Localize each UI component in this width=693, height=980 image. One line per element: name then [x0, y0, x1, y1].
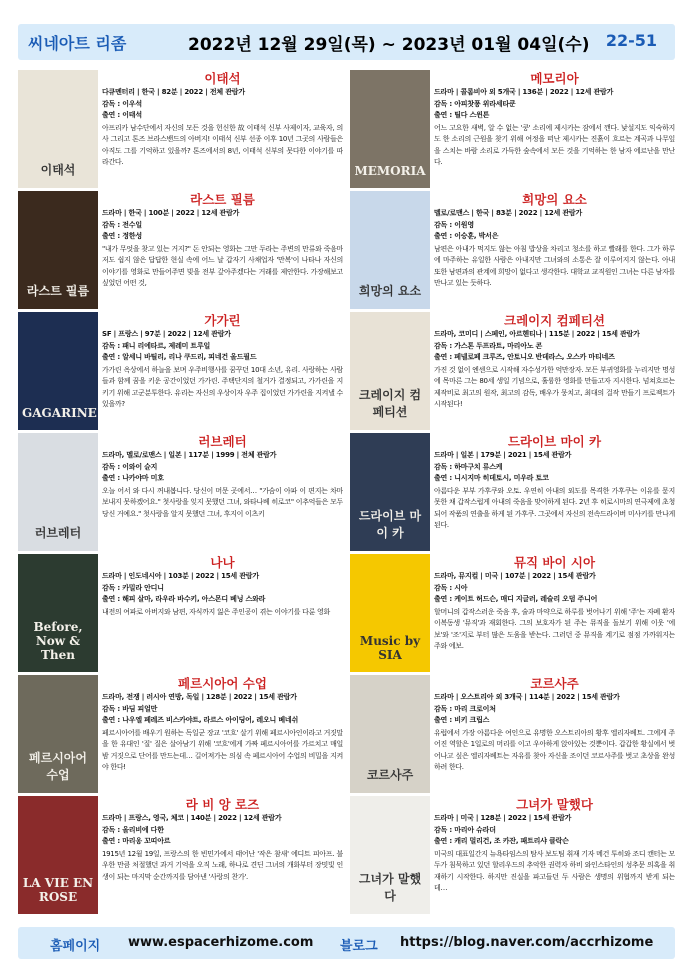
- movie-title: 라 비 앙 로즈: [185, 797, 260, 812]
- footer-bar: [18, 927, 675, 959]
- movie-director: 감독 : 올리비에 다한: [102, 825, 164, 834]
- movie-cast: 출연 : 케이트 허드슨, 매디 지글러, 레슬리 오덤 주니어: [434, 595, 598, 603]
- movie-meta: 드라마 | 일본 | 179분 | 2021 | 15세 관람가: [434, 451, 572, 459]
- movie-card: [18, 554, 344, 675]
- movie-poster: [350, 554, 430, 672]
- movie-title: 희망의 요소: [522, 192, 587, 207]
- movie-synopsis: 아름다운 부부 가후쿠와 오토. 우연히 아내의 외도를 목격한 가후쿠는 이유를 묻지 못한 채 갑작스럽게 아내의 죽음을 맞이하게 된다. 2년 후 히로시마의 연극제에 초청되어 작품의 연출을 하게 된 가후쿠. 그곳에서 자신의 전속드라이버 미사키를 만나게 된다.: [434, 486, 675, 529]
- movie-director: 감독 : 전수일: [102, 220, 142, 229]
- poster-title-text: 페르시아어 수업: [29, 751, 87, 782]
- movie-cast: 출연 : 나카야마 미호: [102, 474, 164, 482]
- movie-card: [350, 675, 676, 796]
- movie-meta: SF | 프랑스 | 97분 | 2022 | 12세 관람가: [102, 330, 231, 338]
- movie-info: [102, 796, 343, 907]
- movie-meta: 드라마, 멜로/로맨스 | 일본 | 117분 | 1999 | 전체 관람가: [102, 451, 277, 459]
- movie-info: [434, 675, 675, 786]
- movie-poster: [18, 312, 98, 430]
- movie-title: 드라이브 마이 카: [507, 434, 602, 449]
- movie-poster: [350, 191, 430, 309]
- movie-poster: [350, 433, 430, 551]
- theater-name: 씨네아트 리좀: [28, 34, 127, 53]
- movie-info: [434, 796, 675, 907]
- poster-title-text: 드라이브 마이 카: [358, 509, 422, 540]
- homepage-label: 홈페이지: [50, 939, 101, 954]
- movie-director: 감독 : 카밀라 안디니: [102, 583, 164, 592]
- movie-info: [102, 70, 343, 181]
- movie-synopsis: 어느 고요한 새벽, 알 수 없는 '쿵' 소리에 제시카는 잠에서 깬다. 낯설지도 익숙하지도 한 소리의 근원을 찾기 위해 여정을 떠난 제시카는 진흙이 흐르는 계곡과 나무잎을 스치는 바람 소리로 가득한 숲속에서 모든 것을 기억하는 한 남자 에르난을 만난다.: [434, 123, 675, 166]
- movie-card: [18, 312, 344, 433]
- movie-director: 감독 : 마리 크로이처: [434, 704, 496, 713]
- movie-synopsis: 오늘 어서 와 다시 꺼내봅니다. 당신이 머문 곳에서… "가슴이 아파 이 편지는 차마 보내지 못하겠어요." 첫사랑을 잊지 못했던 그녀, 와타나베 히로코" 이추억들은 모두 당신 거예요." 첫사랑을 알지 못했던 그녀, 후지이 이츠키: [102, 486, 343, 518]
- movie-poster: [18, 796, 98, 914]
- movie-title: 페르시아어 수업: [178, 676, 267, 691]
- movie-title: 뮤직 바이 시아: [513, 555, 596, 570]
- header-bar: [18, 24, 675, 60]
- poster-title-text: 그녀가 말했다: [358, 872, 422, 903]
- poster-title-text: Before, Now & Then: [33, 620, 83, 662]
- issue-number: 22-51: [605, 31, 657, 50]
- movie-meta: 다큐멘터리 | 한국 | 82분 | 2022 | 전체 관람가: [102, 88, 245, 96]
- movie-meta: 드라마 | 인도네시아 | 103분 | 2022 | 15세 관람가: [102, 572, 259, 580]
- movie-poster: [18, 554, 98, 672]
- movie-card: [350, 70, 676, 191]
- movie-synopsis: 미국의 대표일간지 뉴욕타임스의 탐사 보도팀 취재 기자 메건 투히와 조디 캔터는 모두가 침묵하고 있던 할리우드의 추악한 권력자 하비 와인스타인의 성추문 의혹을 취재하기 시작한다. 하지만 진실을 파고들던 두 사람은 생명의 위협까지 받게 되는데…: [434, 849, 675, 892]
- movie-card: [350, 312, 676, 433]
- movie-synopsis: "내가 무엇을 찾고 있는 거지?" 돈 안되는 영화는 그만 두라는 주변의 만류와 죽음마저도 쉽지 않은 답답한 현실 속에 어느 날 갑자기 사채업자 '만복'이 나타나 자신의 이야기를 영화로 만들어주면 빚을 전부 갚아주겠다는 거래를 제안한다. 가장해보고 싶었던 어떤 것,: [102, 244, 343, 287]
- poster-title-text: 러브레터: [34, 526, 82, 540]
- movie-meta: 드라마 | 콜롬비아 외 5개국 | 136분 | 2022 | 12세 관람가: [434, 88, 614, 96]
- homepage-link[interactable]: www.espacerhizome.com: [128, 935, 314, 950]
- movie-poster: [18, 433, 98, 551]
- movie-synopsis: 할머니의 갑작스러운 죽음 후, 술과 마약으로 하루를 벗어나기 위해 '주'는 자폐 환자 이복동생 '뮤직'과 재회한다. 그의 보호자가 된 주는 뮤직을 돌보기 위해 이웃 '에보'와 '조'지로 부터 많은 도움을 받는다. 그러던 중 뮤직을 계기로 점점 가까워지는 주와 에보.: [434, 607, 675, 650]
- movie-title: 라스트 필름: [190, 192, 255, 207]
- movie-director: 감독 : 패니 리에타르, 제레미 트루일: [102, 341, 211, 350]
- movie-card: [18, 191, 344, 312]
- movie-title: 크레이지 컴페티션: [504, 313, 605, 328]
- movie-cast: 출연 : 이승훈, 박서은: [434, 232, 499, 240]
- movie-meta: 드라마, 뮤지컬 | 미국 | 107분 | 2022 | 15세 관람가: [434, 572, 596, 580]
- movie-cast: 출연 : 캐리 멀리건, 조 카잔, 패트리샤 클락슨: [434, 837, 569, 845]
- movie-synopsis: 유럽에서 가장 아름다운 여인으로 유명한 오스트리아의 황후 엘리자베트. 그에게 주어진 역할은 1일로의 머리를 이고 우아하게 앉아있는 것뿐이다. 갑갑한 황실에서 벗어나고 싶은 엘리자베트는 자유를 찾아 자신을 조이던 코르사주를 벗고 초상을 완성하려 한다.: [434, 728, 675, 771]
- poster-title-text: 라스트 필름: [26, 284, 90, 298]
- movie-poster: [18, 675, 98, 793]
- movie-synopsis: 1915년 12월 19일, 프랑스의 한 빈민가에서 태어난 '작은 참새' 에디트 피아프. 불우한 만큼 처절했던 과거 기억을 오직 노래, 하나로 견딘 그녀의 개화부터 장밋빛 인생이 되는 마지막 순간까지를 담아낸 '사랑의 찬가'.: [102, 849, 343, 881]
- movie-director: 감독 : 바딤 피얼만: [102, 704, 158, 713]
- movie-info: [102, 675, 343, 786]
- movie-info: [102, 191, 343, 302]
- movie-meta: 드라마 | 오스트리아 외 3개국 | 114분 | 2022 | 15세 관람가: [434, 693, 620, 701]
- movie-info: [102, 312, 343, 423]
- movie-card: [350, 433, 676, 554]
- left-movie-column: [18, 70, 344, 917]
- movie-title: 가가린: [204, 313, 241, 328]
- movie-meta: 드라마 | 한국 | 100분 | 2022 | 12세 관람가: [102, 209, 240, 217]
- movie-title: 나나: [210, 555, 235, 570]
- movie-cast: 출연 : 이태석: [102, 111, 142, 119]
- movie-meta: 드라마 | 프랑스, 영국, 체코 | 140분 | 2022 | 12세 관람가: [102, 814, 282, 822]
- movie-cast: 출연 : 비키 크립스: [434, 716, 490, 724]
- movie-cast: 출연 : 정한성: [102, 232, 142, 240]
- schedule-date-range: 2022년 12월 29일(목) ~ 2023년 01월 04일(수): [188, 35, 590, 55]
- movie-director: 감독 : 마리아 슈라더: [434, 825, 496, 834]
- movie-poster: [350, 70, 430, 188]
- movie-poster: [350, 312, 430, 430]
- movie-synopsis: 가진 것 없이 엔센으로 시작해 자수성가한 억만장자. 모든 부귀영화를 누리지만 명성에 목마른 그는 80세 생일 기념으로, 훌륭한 영화를 만들고자 지시한다. 넘쳐흐르는 제작비로 최고의 원작, 최고의 감독, 배우가 뭉치고, 최대의 걸작 만들기 프로젝트가 시작된다!: [434, 365, 675, 408]
- poster-title-text: 크레이지 컴페티션: [358, 388, 422, 419]
- movie-card: [18, 796, 344, 917]
- movie-card: [350, 191, 676, 312]
- movie-director: 감독 : 이우석: [102, 99, 142, 108]
- movie-info: [434, 312, 675, 423]
- movie-director: 감독 : 아피찻퐁 위라세타쿤: [434, 99, 516, 108]
- blog-link[interactable]: https://blog.naver.com/accrhizome: [400, 935, 654, 950]
- blog-label: 블로그: [340, 939, 378, 954]
- poster-title-text: MEMORIA: [354, 164, 426, 178]
- movie-info: [434, 191, 675, 302]
- movie-meta: 드라마, 전쟁 | 러시아 연방, 독일 | 128분 | 2022 | 15세 관람가: [102, 693, 297, 701]
- movie-director: 감독 : 시아: [434, 583, 468, 592]
- movie-card: [350, 554, 676, 675]
- movie-poster: [18, 191, 98, 309]
- movie-cast: 출연 : 페넬로페 크루즈, 안토니오 반데라스, 오스카 마티네즈: [434, 353, 615, 361]
- movie-director: 감독 : 이원영: [434, 220, 474, 229]
- movie-synopsis: 아프리카 남수단에서 자신의 모든 것을 헌신한 故 이태석 신부 사제이자, 교육자, 의사 그리고 톤즈 브라스밴드의 아버지! 이태석 신부 선종 이후 10년 그곳의 사람들은 아직도 그를 기억하고 있을까? 톤즈에서의 8년, 이태석 신부의 못다한 이야기를 따라간다.: [102, 123, 343, 166]
- movie-meta: 드라마 | 미국 | 128분 | 2022 | 15세 관람가: [434, 814, 572, 822]
- poster-title-text: GAGARINE: [22, 406, 97, 420]
- movie-info: [434, 70, 675, 181]
- movie-synopsis: 내전의 여파로 아버지와 남편, 자식까지 잃은 주인공이 겪는 이야기를 다룬 영화: [102, 607, 330, 616]
- movie-director: 감독 : 하마구치 류스케: [434, 462, 503, 471]
- movie-meta: 멜로/로맨스 | 한국 | 83분 | 2022 | 12세 관람가: [434, 209, 583, 217]
- poster-title-text: Music by SIA: [359, 634, 421, 662]
- poster-title-text: LA VIE EN ROSE: [22, 876, 94, 904]
- poster-title-text: 코르사주: [366, 768, 414, 782]
- movie-title: 러브레터: [198, 434, 247, 449]
- movie-title: 메모리아: [530, 71, 579, 86]
- movie-card: [18, 433, 344, 554]
- movie-info: [434, 554, 675, 665]
- movie-info: [102, 433, 343, 544]
- movie-synopsis: 남편은 아내가 먹지도 않는 아침 밥상을 차리고 청소를 하고 빨래를 한다. 그가 하루에 마주하는 유일한 사람은 아내지만 그녀와의 소통은 잘 이루어지지 않는다. 아내 또한 남편과의 관계에 희망이 없다고 생각한다. 대학교 교직원인 그녀는 다른 남자를 만나고 있는 듯하다.: [434, 244, 675, 287]
- movie-info: [102, 554, 343, 665]
- movie-poster: [18, 70, 98, 188]
- movie-cast: 출연 : 나우엘 페레즈 비스카야트, 라르스 아이딩어, 레오니 베네쉬: [102, 716, 299, 724]
- movie-cast: 출연 : 해피 살마, 라우라 바수키, 아스몬디 베닝 스와라: [102, 595, 266, 603]
- movie-meta: 드라마, 코미디 | 스페인, 아르헨티나 | 115분 | 2022 | 15세 관람가: [434, 330, 640, 338]
- movie-title: 코르사주: [530, 676, 579, 691]
- movie-card: [18, 675, 344, 796]
- movie-poster: [350, 675, 430, 793]
- movie-cast: 출연 : 틸다 스윈튼: [434, 111, 490, 119]
- movie-poster: [350, 796, 430, 914]
- movie-director: 감독 : 가스톤 두프라트, 마리아노 콘: [434, 341, 543, 350]
- movie-director: 감독 : 이와이 슌지: [102, 462, 158, 471]
- movie-synopsis: 페르시아어를 배우기 원하는 독일군 장교 '코흐' 살기 위해 페르시아인이라고 거짓말을 한 유대인 '질' 질은 살아남기 위해 '코흐'에게 가짜 페르시아어를 가르치고 매일 밤 거짓으로 단어를 만드는데… 길어져가는 의심 속 페르시아어 수업의 비밀을 지켜야 한다!: [102, 728, 343, 771]
- movie-title: 그녀가 말했다: [516, 797, 593, 812]
- movie-cast: 출연 : 알세니 바틸리, 리나 쿠드리, 피네건 올드필드: [102, 353, 257, 361]
- movie-card: [350, 796, 676, 917]
- right-movie-column: [350, 70, 676, 917]
- movie-card: [18, 70, 344, 191]
- movie-cast: 출연 : 마리옹 꼬띠아르: [102, 837, 171, 845]
- movie-info: [434, 433, 675, 544]
- movie-title: 이태석: [204, 71, 241, 86]
- movie-synopsis: 가가린 옥상에서 하늘을 보며 우주비행사를 꿈꾸던 10대 소년, 유리. 사랑하는 사람들과 함께 꿈을 키운 공간이었던 가가린. 주택단지의 철거가 결정되고, 가가린을 지키기 위해 고군분투한다. 유리는 자신의 우상이자 우주 집이었던 가가린을 지켜낼 수 있을까?: [102, 365, 343, 408]
- poster-title-text: 희망의 요소: [358, 284, 422, 298]
- poster-title-text: 이태석: [40, 163, 76, 177]
- movie-cast: 출연 : 니시지마 히데토시, 미우라 토코: [434, 474, 549, 482]
